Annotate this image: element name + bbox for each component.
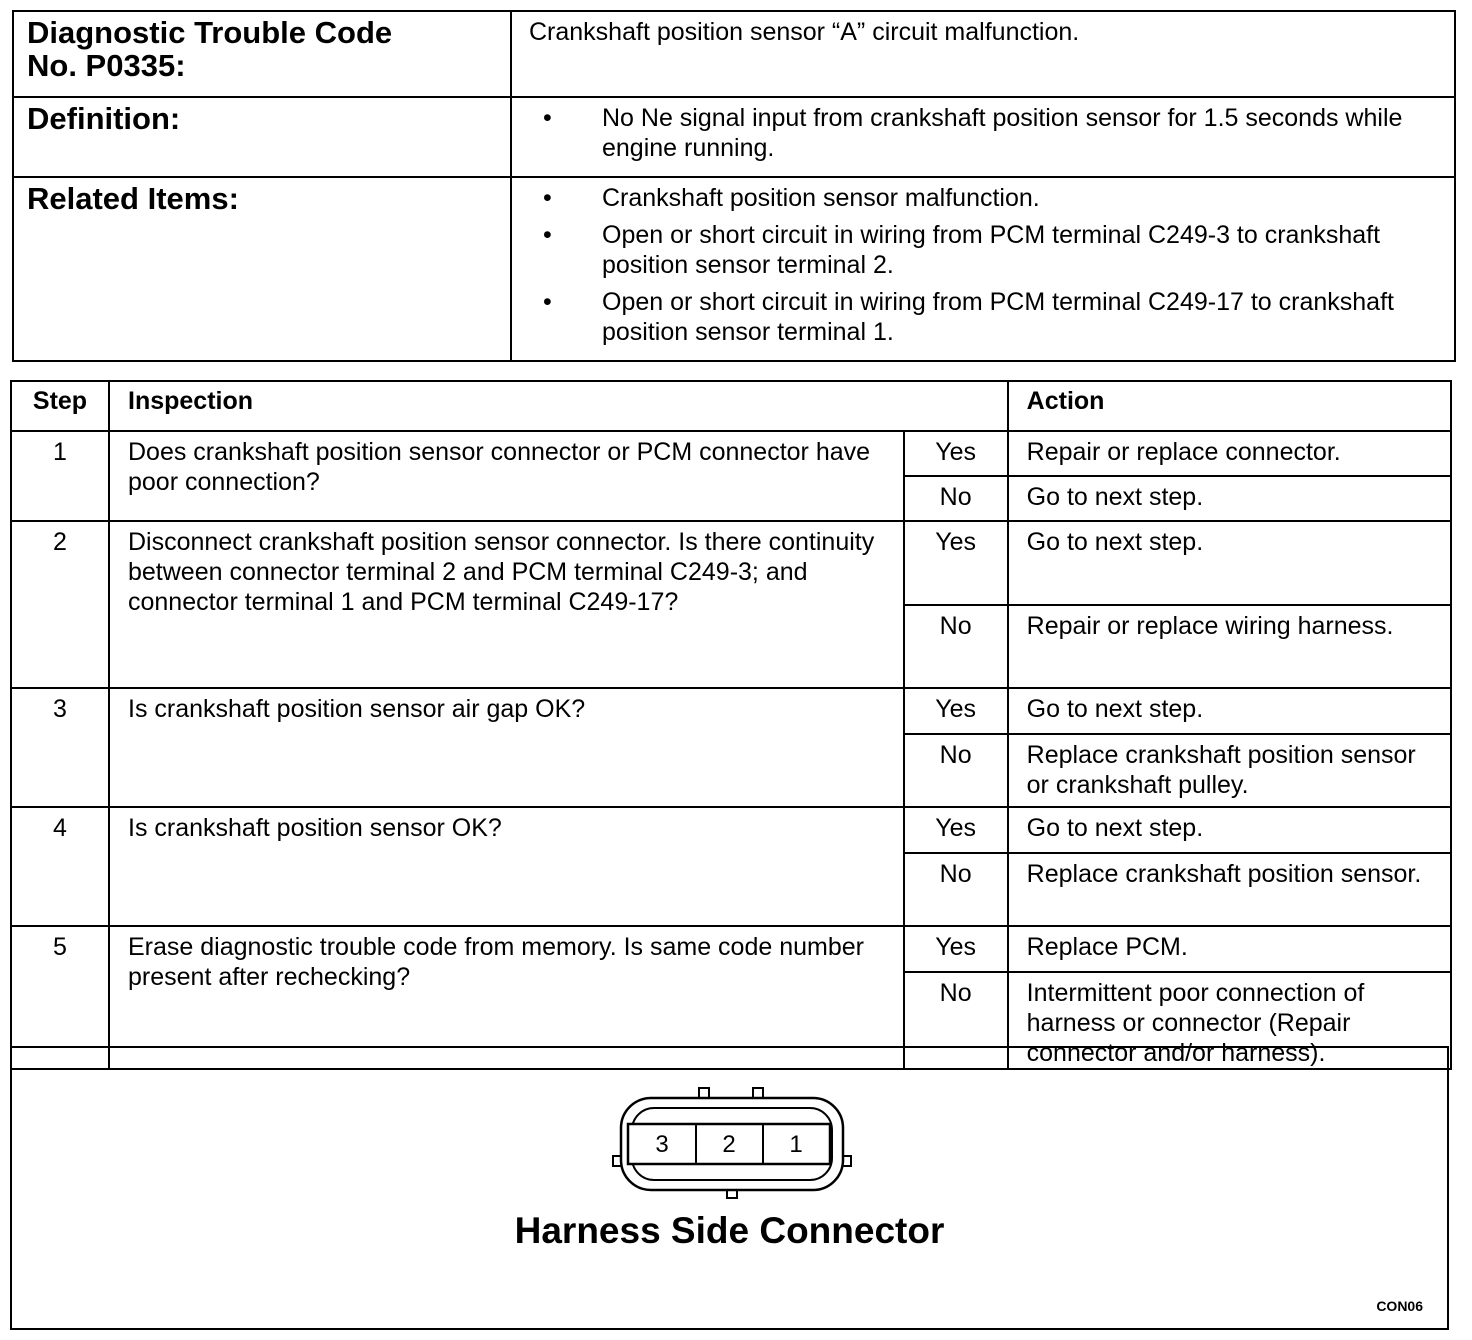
yes-label: Yes <box>904 926 1008 972</box>
related-items-row <box>13 177 1455 361</box>
dtc-label-line2: No. P0335: <box>27 48 186 83</box>
connector-title: Harness Side Connector <box>514 1210 945 1251</box>
related-item: • Open or short circuit in wiring from PCM terminal C249-3 to crankshaft position sensor terminal 2. <box>529 220 1436 280</box>
yes-label: Yes <box>904 431 1008 476</box>
inspection-text: Erase diagnostic trouble code from memory. Is same code number present after rechecking? <box>109 926 904 1069</box>
definition-row <box>13 97 1455 177</box>
step-row <box>11 807 1451 853</box>
step-number: 1 <box>11 431 109 521</box>
no-action: Go to next step. <box>1008 476 1451 521</box>
step-number: 3 <box>11 688 109 807</box>
yes-label: Yes <box>904 521 1008 605</box>
no-action: Replace crankshaft position sensor. <box>1008 853 1451 926</box>
connector-latch <box>699 1088 709 1098</box>
inspection-text: Does crankshaft position sensor connector or PCM connector have poor connection? <box>109 431 904 521</box>
figure-code: CON06 <box>1376 1298 1423 1314</box>
dtc-label-line1: Diagnostic Trouble Code <box>27 15 393 50</box>
yes-action: Replace PCM. <box>1008 926 1451 972</box>
related-items-value <box>511 177 1455 361</box>
connector-diagram-box <box>10 1046 1449 1330</box>
yes-action: Go to next step. <box>1008 807 1451 853</box>
definition-value <box>511 97 1455 177</box>
no-label: No <box>904 972 1008 1069</box>
related-items-label: Related Items: <box>13 177 511 361</box>
procedure-header-row <box>11 381 1451 431</box>
definition-label: Definition: <box>13 97 511 177</box>
step-row <box>11 926 1451 972</box>
terminal-number: 3 <box>655 1131 669 1158</box>
no-label: No <box>904 605 1008 688</box>
yes-action: Repair or replace connector. <box>1008 431 1451 476</box>
yes-action: Go to next step. <box>1008 521 1451 605</box>
step-header: Step <box>11 381 109 431</box>
inspection-text: Is crankshaft position sensor OK? <box>109 807 904 926</box>
step-number: 5 <box>11 926 109 1069</box>
dtc-value: Crankshaft position sensor “A” circuit malfunction. <box>511 11 1455 97</box>
step-number: 4 <box>11 807 109 926</box>
definition-item: • No Ne signal input from crankshaft position sensor for 1.5 seconds while engine running. <box>529 103 1436 163</box>
step-row <box>11 688 1451 734</box>
no-action: Intermittent poor connection of harness or connector (Repair connector and/or harness). <box>1008 972 1451 1069</box>
step-row <box>11 431 1451 476</box>
step-number: 2 <box>11 521 109 688</box>
harness-connector-diagram <box>612 1086 872 1206</box>
inspection-procedure-table <box>10 380 1452 1070</box>
related-items-list <box>529 183 1436 347</box>
related-item: • Crankshaft position sensor malfunction. <box>529 183 1436 213</box>
dtc-row <box>13 11 1455 97</box>
inspection-header: Inspection <box>109 381 1008 431</box>
definition-list <box>529 103 1436 163</box>
terminal-number: 2 <box>722 1131 736 1158</box>
no-label: No <box>904 476 1008 521</box>
inspection-text: Is crankshaft position sensor air gap OK? <box>109 688 904 807</box>
step-row <box>11 521 1451 605</box>
terminal-number: 1 <box>789 1131 803 1158</box>
no-action: Replace crankshaft position sensor or crankshaft pulley. <box>1008 734 1451 807</box>
yes-action: Go to next step. <box>1008 688 1451 734</box>
no-action: Repair or replace wiring harness. <box>1008 605 1451 688</box>
dtc-label <box>13 11 511 97</box>
inspection-text: Disconnect crankshaft position sensor connector. Is there continuity between connector terminal 2 and PCM terminal C249-3; and connector terminal 1 and PCM terminal C249-17? <box>109 521 904 688</box>
no-label: No <box>904 734 1008 807</box>
dtc-info-table <box>12 10 1456 362</box>
yes-label: Yes <box>904 807 1008 853</box>
connector-latch <box>753 1088 763 1098</box>
no-label: No <box>904 853 1008 926</box>
yes-label: Yes <box>904 688 1008 734</box>
related-item: • Open or short circuit in wiring from PCM terminal C249-17 to crankshaft position sensor terminal 1. <box>529 287 1436 347</box>
action-header: Action <box>1008 381 1451 431</box>
